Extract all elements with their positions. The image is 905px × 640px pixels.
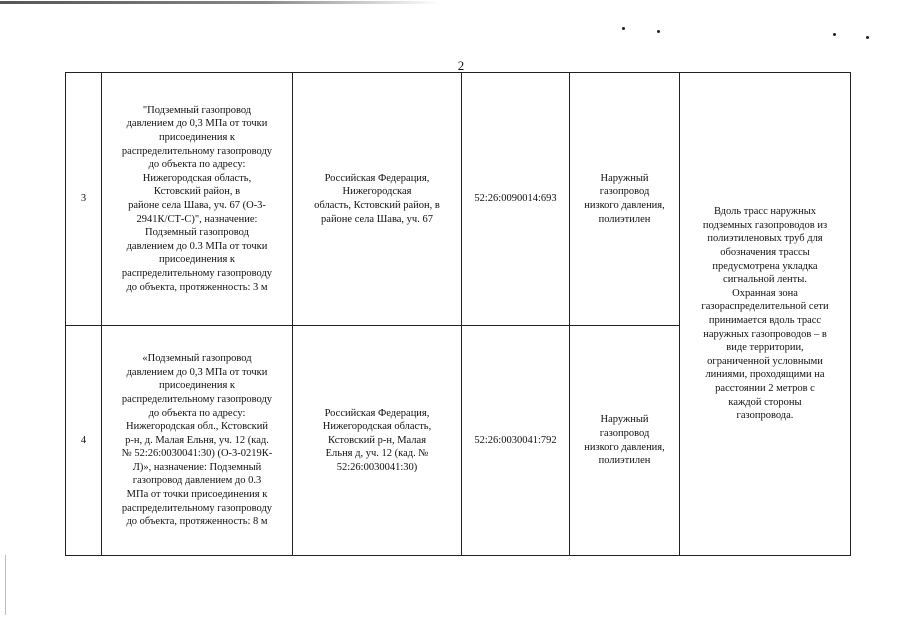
scan-artifact-dot	[622, 27, 625, 30]
scan-artifact-dot	[833, 33, 836, 36]
cadastral-number-cell: 52:26:0030041:792	[462, 326, 570, 556]
protection-zone-note-cell: Вдоль трасс наружных подземных газопроводов из полиэтиленовых труб для обозначения трассы предусмотрена укладка сигнальной ленты. Охранная зона газораспределительной сети принимается вдоль трасс наружных газопроводов – в виде территории, ограниченной условными линиями, проходящими на расстоянии 2 метров с каждой стороны газопровода.	[680, 73, 851, 556]
address-cell: Российская Федерация, Нижегородская область, Кстовский р-н, Малая Ельня д, уч. 12 (кад. № 52:26:0030041:30)	[293, 326, 462, 556]
object-type-cell: Наружный газопровод низкого давления, полиэтилен	[570, 73, 680, 326]
table-row	[66, 73, 851, 326]
cadastral-number-cell: 52:26:0090014:693	[462, 73, 570, 326]
scan-artifact-edge	[5, 555, 6, 615]
scan-artifact-line	[0, 1, 440, 4]
page-number: 2	[457, 58, 465, 73]
scan-artifact-dot	[657, 30, 660, 33]
object-type-cell: Наружный газопровод низкого давления, полиэтилен	[570, 326, 680, 556]
object-name-cell: «Подземный газопровод давлением до 0,3 МПа от точки присоединения к распределительному газопроводу до объекта по адресу: Нижегородская обл., Кстовский р-н, д. Малая Ельня, уч. 12 (кад. № 52:26:0030041:30) (О-3-0219К- Л)», назначение: Подземный газопровод давлением до 0.3 МПа от точки присоединения к распределительному газопроводу до объекта, протяженность: 8 м	[102, 326, 293, 556]
row-number-cell: 3	[66, 73, 102, 326]
row-number-cell: 4	[66, 326, 102, 556]
document-table	[65, 72, 851, 556]
address-cell: Российская Федерация, Нижегородская область, Кстовский район, в районе села Шава, уч. 67	[293, 73, 462, 326]
scan-artifact-dot	[866, 36, 869, 39]
object-name-cell: "Подземный газопровод давлением до 0,3 МПа от точки присоединения к распределительному газопроводу до объекта по адресу: Нижегородская область, Кстовский район, в районе села Шава, уч. 67 (О-3- 2941К/СТ-С)", назначение: Подземный газопровод давлением до 0.3 МПа от точки присоединения к распределительному газопроводу до объекта, протяженность: 3 м	[102, 73, 293, 326]
